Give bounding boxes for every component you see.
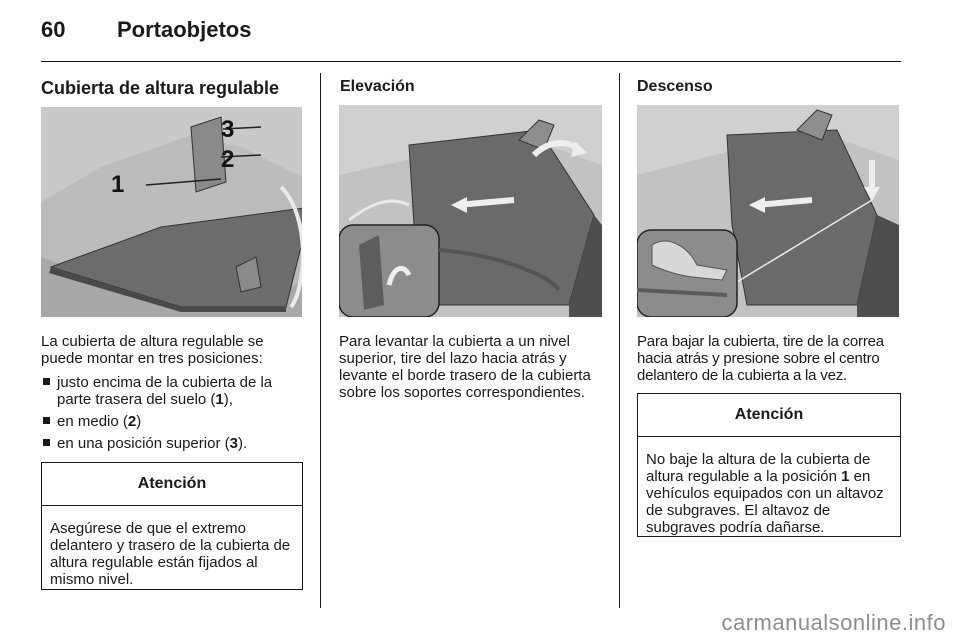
watermark: carmanualsonline.info — [721, 610, 946, 635]
column-divider-1 — [320, 73, 321, 608]
bullet-icon — [43, 417, 50, 424]
intro-text: La cubierta de altura regulable se puede montar en tres posiciones: — [41, 333, 264, 367]
figure-label-2: 2 — [221, 146, 235, 173]
attention-body: No baje la altura de la cubierta de altura regulable a la posición 1 en vehículos equipados con un altavoz de subgraves. El altavoz de subgraves podría dañarse. — [646, 451, 884, 536]
figure-label-3: 3 — [221, 116, 235, 143]
bullet-icon — [43, 378, 50, 385]
attention-title: Atención — [42, 463, 302, 506]
list-item: en medio (2) — [41, 413, 303, 430]
attention-box-2 — [637, 393, 901, 537]
bullet-icon — [43, 439, 50, 446]
illustration-raise-cover — [339, 105, 602, 317]
header-rule — [41, 61, 901, 62]
attention-box-1 — [41, 462, 303, 590]
column-divider-2 — [619, 73, 620, 608]
list-item: en una posición superior (3). — [41, 435, 303, 452]
list-item: justo encima de la cubierta de la parte trasera del suelo (1), — [41, 374, 303, 408]
attention-body: Asegúrese de que el extremo delantero y trasero de la cubierta de altura regulable están fijados al mismo nivel. — [50, 520, 291, 588]
page-title: Portaobjetos — [117, 17, 252, 42]
section-heading-cubierta: Cubierta de altura regulable — [41, 78, 280, 98]
illustration-cover-positions — [41, 107, 302, 317]
figure-label-1: 1 — [111, 171, 125, 198]
page-number: 60 — [41, 17, 66, 42]
section-heading-elevacion: Elevación — [340, 78, 415, 95]
position-list — [41, 374, 303, 457]
attention-title: Atención — [638, 394, 900, 437]
section-heading-descenso: Descenso — [637, 78, 713, 95]
elevacion-text: Para levantar la cubierta a un nivel superior, tire del lazo hacia atrás y levante el borde trasero de la cubierta sobre los soportes correspondientes. — [339, 333, 591, 401]
illustration-lower-cover — [637, 105, 899, 317]
descenso-text: Para bajar la cubierta, tire de la correa hacia atrás y presione sobre el centro delantero de la cubierta a la vez. — [637, 333, 884, 384]
